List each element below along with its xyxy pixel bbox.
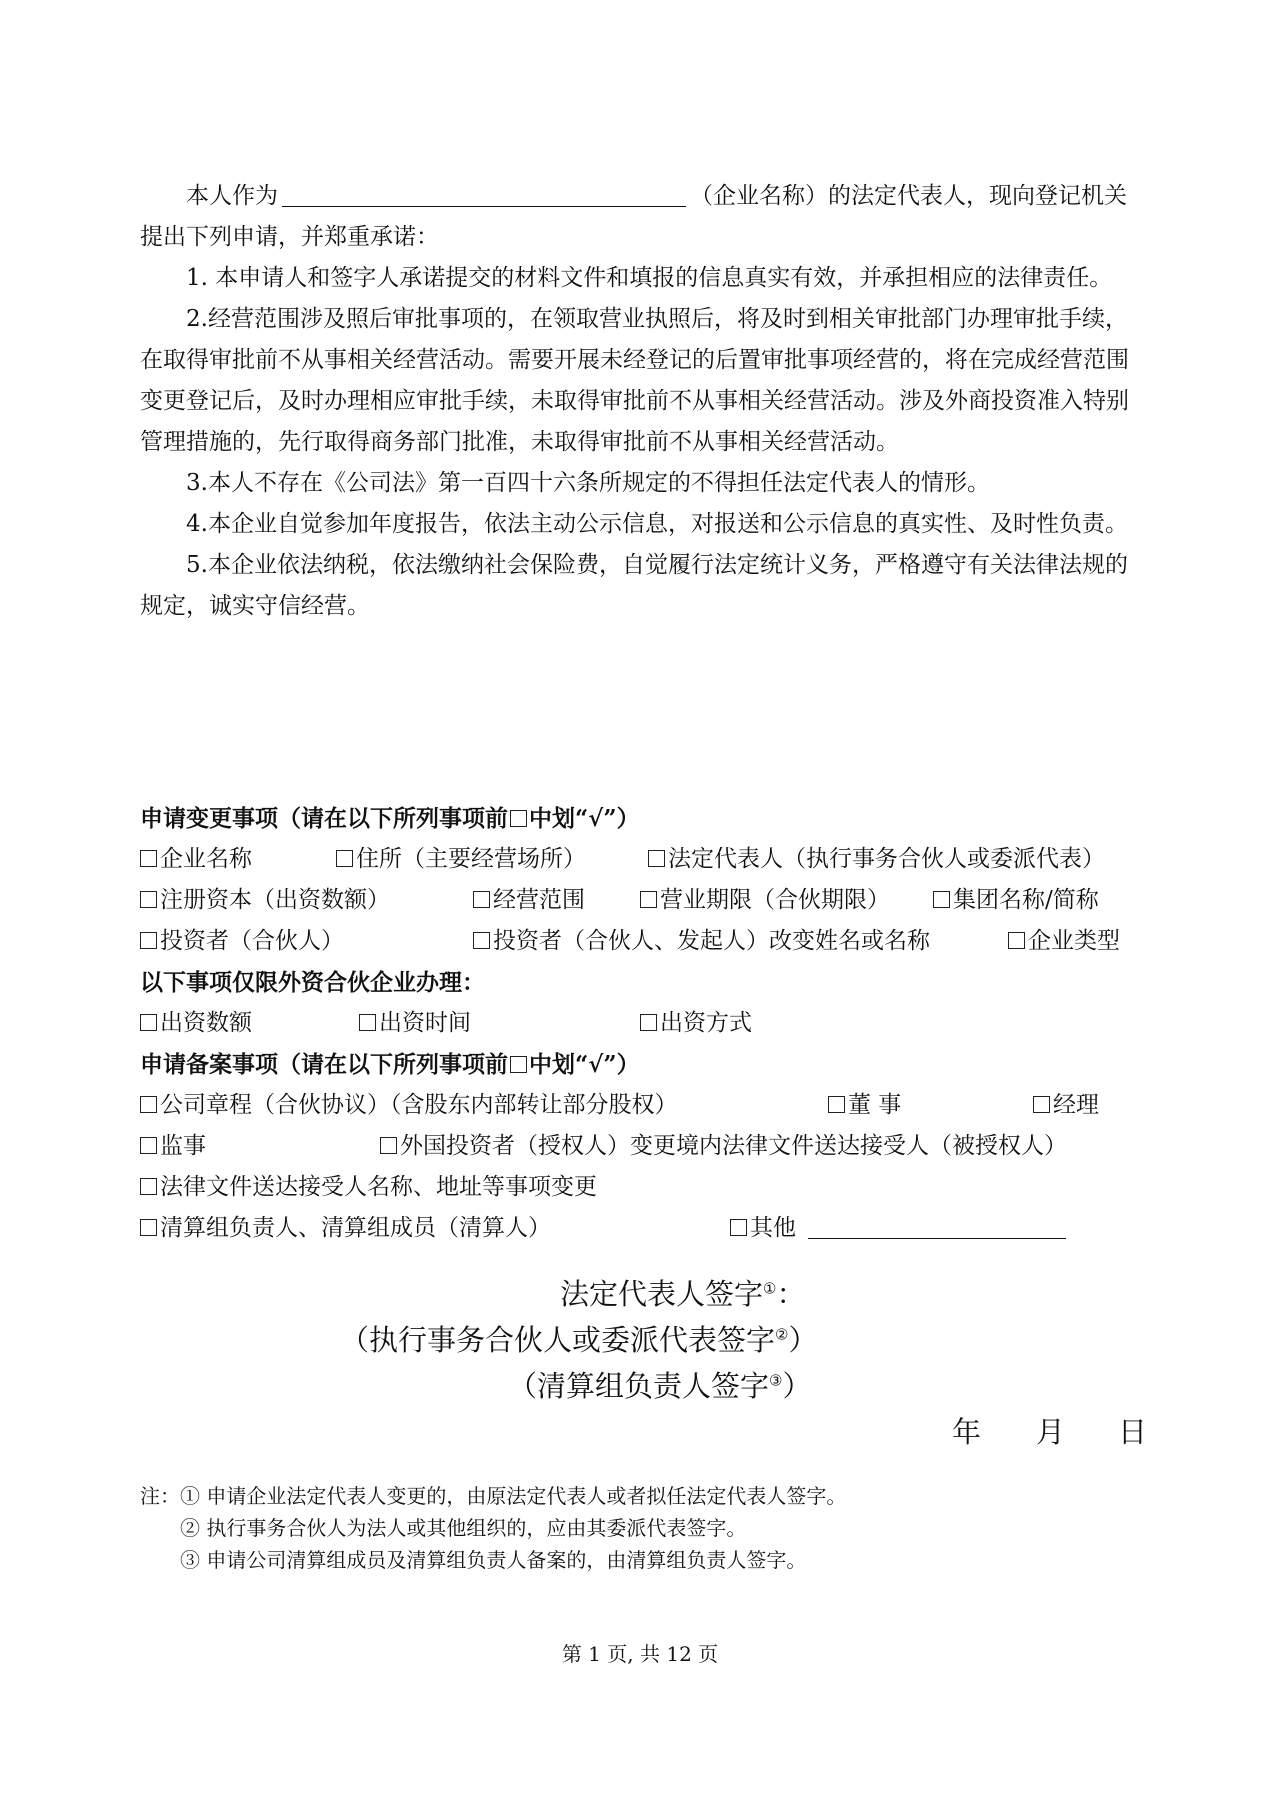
change-row-2: [140, 880, 1150, 921]
signature-liquidation: [508, 1364, 811, 1405]
option-label: 外国投资者（授权人）变更境内法律文件送达接受人（被授权人）: [400, 1133, 1067, 1159]
option-business-term[interactable]: [640, 880, 890, 921]
option-label: 法定代表人（执行事务合伙人或委派代表）: [668, 846, 1105, 872]
intro-suffix: （企业名称）的法定代表人，现向登记机关提出下列申请，并郑重承诺：: [140, 183, 1127, 250]
option-label: 营业期限（合伙期限）: [660, 887, 890, 913]
filing-row-2: [140, 1126, 1150, 1167]
signature-colon: ：: [776, 1277, 806, 1311]
option-document-recipient-change[interactable]: [140, 1167, 597, 1208]
checkbox[interactable]: [140, 932, 157, 949]
company-name-blank[interactable]: [282, 180, 686, 207]
option-label: 其他: [750, 1215, 796, 1241]
option-investor[interactable]: [140, 921, 344, 962]
option-label: 经营范围: [493, 887, 585, 913]
option-label: 集团名称/简称: [953, 887, 1099, 913]
foreign-row: [140, 1003, 1150, 1044]
option-label: 住所（主要经营场所）: [356, 846, 586, 872]
signature-line-3-close: ）: [782, 1369, 812, 1403]
option-label: 企业名称: [160, 846, 252, 872]
declaration-item-4: 4.本企业自觉参加年度报告，依法主动公示信息，对报送和公示信息的真实性、及时性负责。: [186, 511, 1128, 537]
checkbox-icon: [510, 810, 527, 827]
option-investor-name-change[interactable]: [473, 921, 930, 962]
filing-title-row: [140, 1044, 1150, 1085]
option-manager[interactable]: [1033, 1085, 1099, 1126]
filing-row-3: [140, 1167, 1150, 1208]
footnotes: [140, 1480, 846, 1576]
option-registered-capital[interactable]: [140, 880, 390, 921]
declaration-item-3: 3.本人不存在《公司法》第一百四十六条所规定的不得担任法定代表人的情形。: [186, 470, 990, 496]
checkbox[interactable]: [828, 1096, 845, 1113]
option-contribution-amount[interactable]: [140, 1003, 252, 1044]
option-business-scope[interactable]: [473, 880, 585, 921]
option-foreign-investor-agent[interactable]: [380, 1126, 1067, 1167]
checkbox[interactable]: [359, 1014, 376, 1031]
checkbox[interactable]: [1008, 932, 1025, 949]
checkbox[interactable]: [140, 1014, 157, 1031]
change-title-row: [140, 798, 1150, 839]
checkbox[interactable]: [380, 1137, 397, 1154]
option-group-name[interactable]: [933, 880, 1099, 921]
option-articles-of-association[interactable]: [140, 1085, 678, 1126]
option-director[interactable]: [828, 1085, 901, 1126]
option-legal-representative[interactable]: [648, 839, 1105, 880]
change-row-3: [140, 921, 1150, 962]
footnote-1: [140, 1480, 846, 1512]
checkbox[interactable]: [140, 1219, 157, 1236]
checkbox[interactable]: [140, 850, 157, 867]
checkbox[interactable]: [1033, 1096, 1050, 1113]
checkbox[interactable]: [140, 1096, 157, 1113]
declaration-item-5: 5.本企业依法纳税，依法缴纳社会保险费，自觉履行法定统计义务，严格遵守有关法律法规的规定，诚实守信经营。: [140, 552, 1128, 619]
option-address[interactable]: [336, 839, 586, 880]
change-title-prefix: 申请变更事项（请在以下所列事项前: [140, 805, 508, 832]
intro-prefix: 本人作为: [186, 183, 278, 209]
filing-title-prefix: 申请备案事项（请在以下所列事项前: [140, 1051, 508, 1078]
checkbox[interactable]: [140, 1178, 157, 1195]
date-year: 年: [952, 1415, 982, 1449]
checkbox[interactable]: [640, 1014, 657, 1031]
option-liquidation-group[interactable]: [140, 1208, 551, 1249]
change-row-1: [140, 839, 1150, 880]
option-label: 监事: [160, 1133, 206, 1159]
date-day: 日: [1118, 1415, 1148, 1449]
checkbox[interactable]: [933, 891, 950, 908]
signature-line-2-close: ）: [788, 1323, 818, 1357]
option-label: 法律文件送达接受人名称、地址等事项变更: [160, 1174, 597, 1200]
notes-label: 注：: [140, 1484, 180, 1508]
signature-legal-rep: [560, 1272, 805, 1313]
option-label: 投资者（合伙人）: [160, 928, 344, 954]
option-label: 公司章程（合伙协议）（含股东内部转让部分股权）: [160, 1092, 678, 1118]
option-contribution-time[interactable]: [359, 1003, 471, 1044]
option-label: 经理: [1053, 1092, 1099, 1118]
option-supervisor[interactable]: [140, 1126, 206, 1167]
option-label: 企业类型: [1028, 928, 1120, 954]
checkbox[interactable]: [730, 1219, 747, 1236]
filing-row-1: [140, 1085, 1150, 1126]
date-month: 月: [1036, 1415, 1066, 1449]
checkbox[interactable]: [140, 1137, 157, 1154]
signature-line-3: （清算组负责人签字: [508, 1369, 770, 1403]
page-number: 第 1 页, 共 12 页: [561, 1642, 719, 1666]
checkbox[interactable]: [473, 891, 490, 908]
declaration: [140, 176, 1140, 627]
change-section-title: [140, 798, 640, 839]
option-label: 清算组负责人、清算组成员（清算人）: [160, 1215, 551, 1241]
checkbox[interactable]: [648, 850, 665, 867]
option-label: 出资方式: [660, 1010, 752, 1036]
checkbox[interactable]: [336, 850, 353, 867]
checkbox[interactable]: [473, 932, 490, 949]
footnote-2: ② 执行事务合伙人为法人或其他组织的，应由其委派代表签字。: [180, 1516, 747, 1540]
footnote-text: ① 申请企业法定代表人变更的，由原法定代表人或者拟任法定代表人签字。: [180, 1484, 847, 1508]
option-contribution-method[interactable]: [640, 1003, 752, 1044]
filing-row-4: [140, 1208, 1150, 1249]
other-input-line[interactable]: [808, 1214, 1066, 1239]
checkbox[interactable]: [140, 891, 157, 908]
foreign-section-title: 以下事项仅限外资合伙企业办理：: [140, 969, 485, 996]
option-label: 注册资本（出资数额）: [160, 887, 390, 913]
declaration-intro: [140, 176, 1140, 258]
change-title-suffix: 中划“√”）: [529, 805, 640, 832]
filing-section-title: [140, 1044, 640, 1085]
filing-title-suffix: 中划“√”）: [529, 1051, 640, 1078]
checkbox-icon: [510, 1056, 527, 1073]
footnote-mark-2: ②: [775, 1325, 789, 1344]
option-label: 投资者（合伙人、发起人）改变姓名或名称: [493, 928, 930, 954]
declaration-item-2: 2.经营范围涉及照后审批事项的，在领取营业执照后，将及时到相关审批部门办理审批手续，在取得审批前不从事相关经营活动。需要开展未经登记的后置审批事项经营的，将在完成经营范围变更登记后，及时办理相应审批手续，未取得审批前不从事相关经营活动。涉及外商投资准入特别管理措施的，先行取得商务部门批准，未取得审批前不从事相关经营活动。: [140, 306, 1129, 455]
declaration-item-1: 1. 本申请人和签字人承诺提交的材料文件和填报的信息真实有效，并承担相应的法律责任。: [186, 265, 1113, 291]
footnote-mark-3: ③: [769, 1371, 783, 1390]
signature-line-2: （执行事务合伙人或委派代表签字: [340, 1323, 776, 1357]
signature-line-1: 法定代表人签字: [560, 1277, 764, 1311]
checkbox[interactable]: [640, 891, 657, 908]
footnote-3: ③ 申请公司清算组成员及清算组负责人备案的，由清算组负责人签字。: [180, 1548, 807, 1572]
foreign-title-row: [140, 962, 1150, 1003]
option-label: 出资时间: [379, 1010, 471, 1036]
options-section: [140, 798, 1150, 1249]
signature-partner: [340, 1318, 817, 1359]
option-enterprise-type[interactable]: [1008, 921, 1120, 962]
option-label: 出资数额: [160, 1010, 252, 1036]
option-other[interactable]: [730, 1208, 1066, 1249]
option-company-name[interactable]: [140, 839, 252, 880]
option-label: 董 事: [848, 1092, 902, 1118]
footnote-mark-1: ①: [763, 1279, 777, 1298]
